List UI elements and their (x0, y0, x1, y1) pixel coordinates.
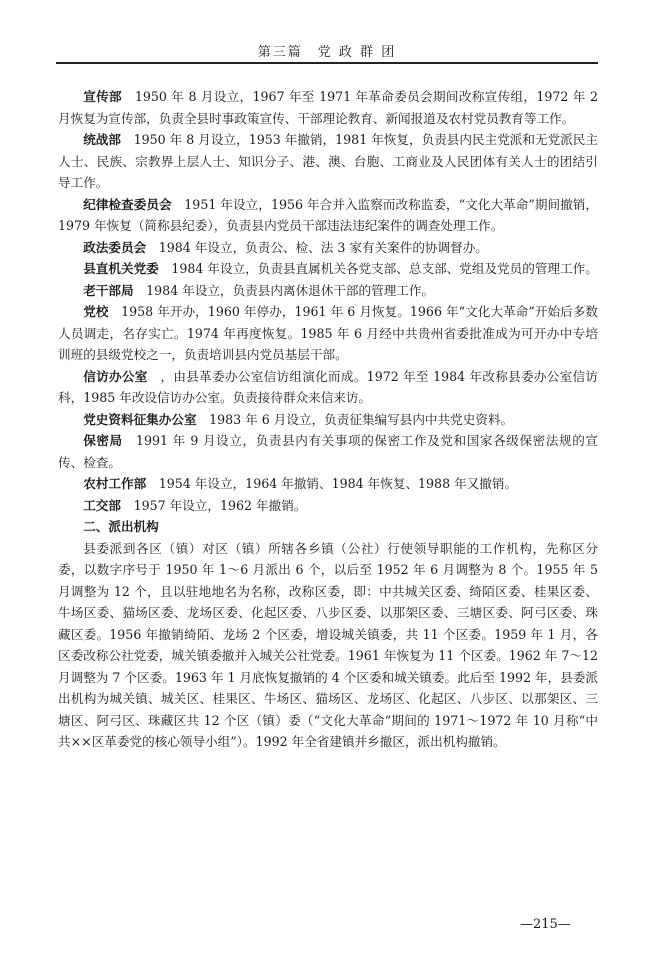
entry-term: 纪律检查委员会 (83, 196, 172, 212)
entry-united-front (58, 129, 598, 194)
entry-political-legal (58, 237, 598, 259)
entry-term: 统战部 (83, 132, 121, 147)
entry-party-history-office (58, 409, 598, 431)
entry-text: 1951 年设立，1956 年合并入监察而改称监委，“文化大革命”期间撤销，1979 年恢复（简称县纪委），负责县内党员干部违法违纪案件的调查处理工作。 (58, 196, 599, 233)
entry-term: 党校 (83, 304, 109, 319)
entry-term: 工交部 (83, 497, 121, 513)
page-header: 第三篇 党 政 群 团 (257, 45, 397, 60)
entry-term: 党史资料征集办公室 (83, 411, 197, 427)
entry-veteran-cadres (58, 280, 598, 302)
section-title: 二、派出机构 (83, 519, 159, 534)
entry-petitions-office (58, 366, 598, 409)
entry-text: 1984 年设立，负责公、检、法 3 家有关案件的协调督办。 (146, 239, 488, 255)
entry-term: 信访办公室 (83, 368, 148, 384)
entry-text: 1958 年开办，1960 年停办，1961 年 6 月恢复。1966 年“文化大革命”开始后多数人员调走，名存实亡。1974 年再度恢复。1985 年 6 月经中共贵州省委批准成为可开办中专培训班的县级党校之一，负责培训县内党员基层干部。 (58, 304, 599, 362)
entry-text: 1950 年 8 月设立，1967 年至 1971 年革命委员会期间改称宣传组，1972 年 2 月恢复为宣传部，负责全县时事政策宣传、干部理论教育、新闻报道及农村党员教育等工作。 (58, 89, 598, 126)
entry-text: 1991 年 9 月设立，负责县内有关事项的保密工作及党和国家各级保密法规的宣传、检查。 (58, 433, 598, 470)
entry-text: ，由县革委办公室信访组演化而成。1972 年至 1984 年改称县委办公室信访科，1985 年改设信访办公室。负责接待群众来信来访。 (58, 368, 598, 405)
entry-text: 1983 年 6 月设立，负责征集编写县内中共党史资料。 (196, 411, 514, 427)
entry-industry-transport (58, 495, 598, 517)
entry-term: 宣传部 (83, 89, 122, 104)
entry-text: 1957 年设立，1962 年撤销。 (120, 497, 307, 513)
page-number: —215— (520, 917, 571, 932)
entry-propaganda (58, 86, 598, 129)
entry-organ-party-committee (58, 258, 598, 280)
entry-text: 1954 年设立，1964 年撤销、1984 年恢复、1988 年又撤销。 (146, 476, 518, 491)
entry-term: 县直机关党委 (83, 261, 159, 276)
header-rule (56, 62, 598, 64)
entry-discipline (58, 194, 598, 237)
entry-party-school (58, 301, 598, 366)
entry-term: 老干部局 (83, 282, 134, 298)
entry-text: 1984 年设立，负责县直属机关各党支部、总支部、党组及党员的管理工作。 (158, 261, 598, 276)
entry-term: 农村工作部 (83, 476, 147, 491)
section-body: 县委派到各区（镇）对区（镇）所辖各乡镇（公社）行使领导职能的工作机构，先称区分委，以数字序号于 1950 年 1～6 月派出 6 个，以后至 1952 年 6 月调整为 8 个。1955 年 5 月调整为 12 个，且以驻地地名为名称，改称区委，即：中共城关区委、绮陌区委、桂果区委、牛场区委、猫场区委、龙场区委、化起区委、八步区委、以那架区委、三塘区委、阿弓区委、珠藏区委。1956 年撤销绮陌、龙场 2 个区委，增设城关镇委，共 11 个区委。1959 年 1 月，各区委改称公社党委，城关镇委撤并入城关公社党委。1961 年恢复为 11 个区委。1962 年 7～12 月调整为 7 个区委。1963 年 1 月底恢复撤销的 4 个区委和城关镇委。此后至 1992 年，县委派出机构为城关镇、城关区、桂果区、牛场区、猫场区、龙场区、化起区、八步区、以那架区、三塘区、阿弓区、珠藏区共 12 个区（镇）委（“文化大革命”期间的 1971～1972 年 10 月称“中共××区革委党的核心领导小组”）。1992 年全省建镇并乡撤区，派出机构撤销。 (58, 540, 598, 749)
entry-text: 1950 年 8 月设立，1953 年撤销，1981 年恢复，负责县内民主党派和无党派民主人士、民族、宗教界上层人士、知识分子、港、澳、台胞、工商业及人民团体有关人士的团结引导工作。 (58, 132, 599, 190)
page-content (58, 86, 598, 753)
entry-term: 保密局 (83, 433, 123, 448)
entry-secrecy-bureau (58, 430, 598, 473)
entry-text: 1984 年设立，负责县内离休退休干部的管理工作。 (133, 282, 435, 298)
entry-term: 政法委员会 (83, 239, 147, 255)
entry-rural-work (58, 473, 598, 495)
